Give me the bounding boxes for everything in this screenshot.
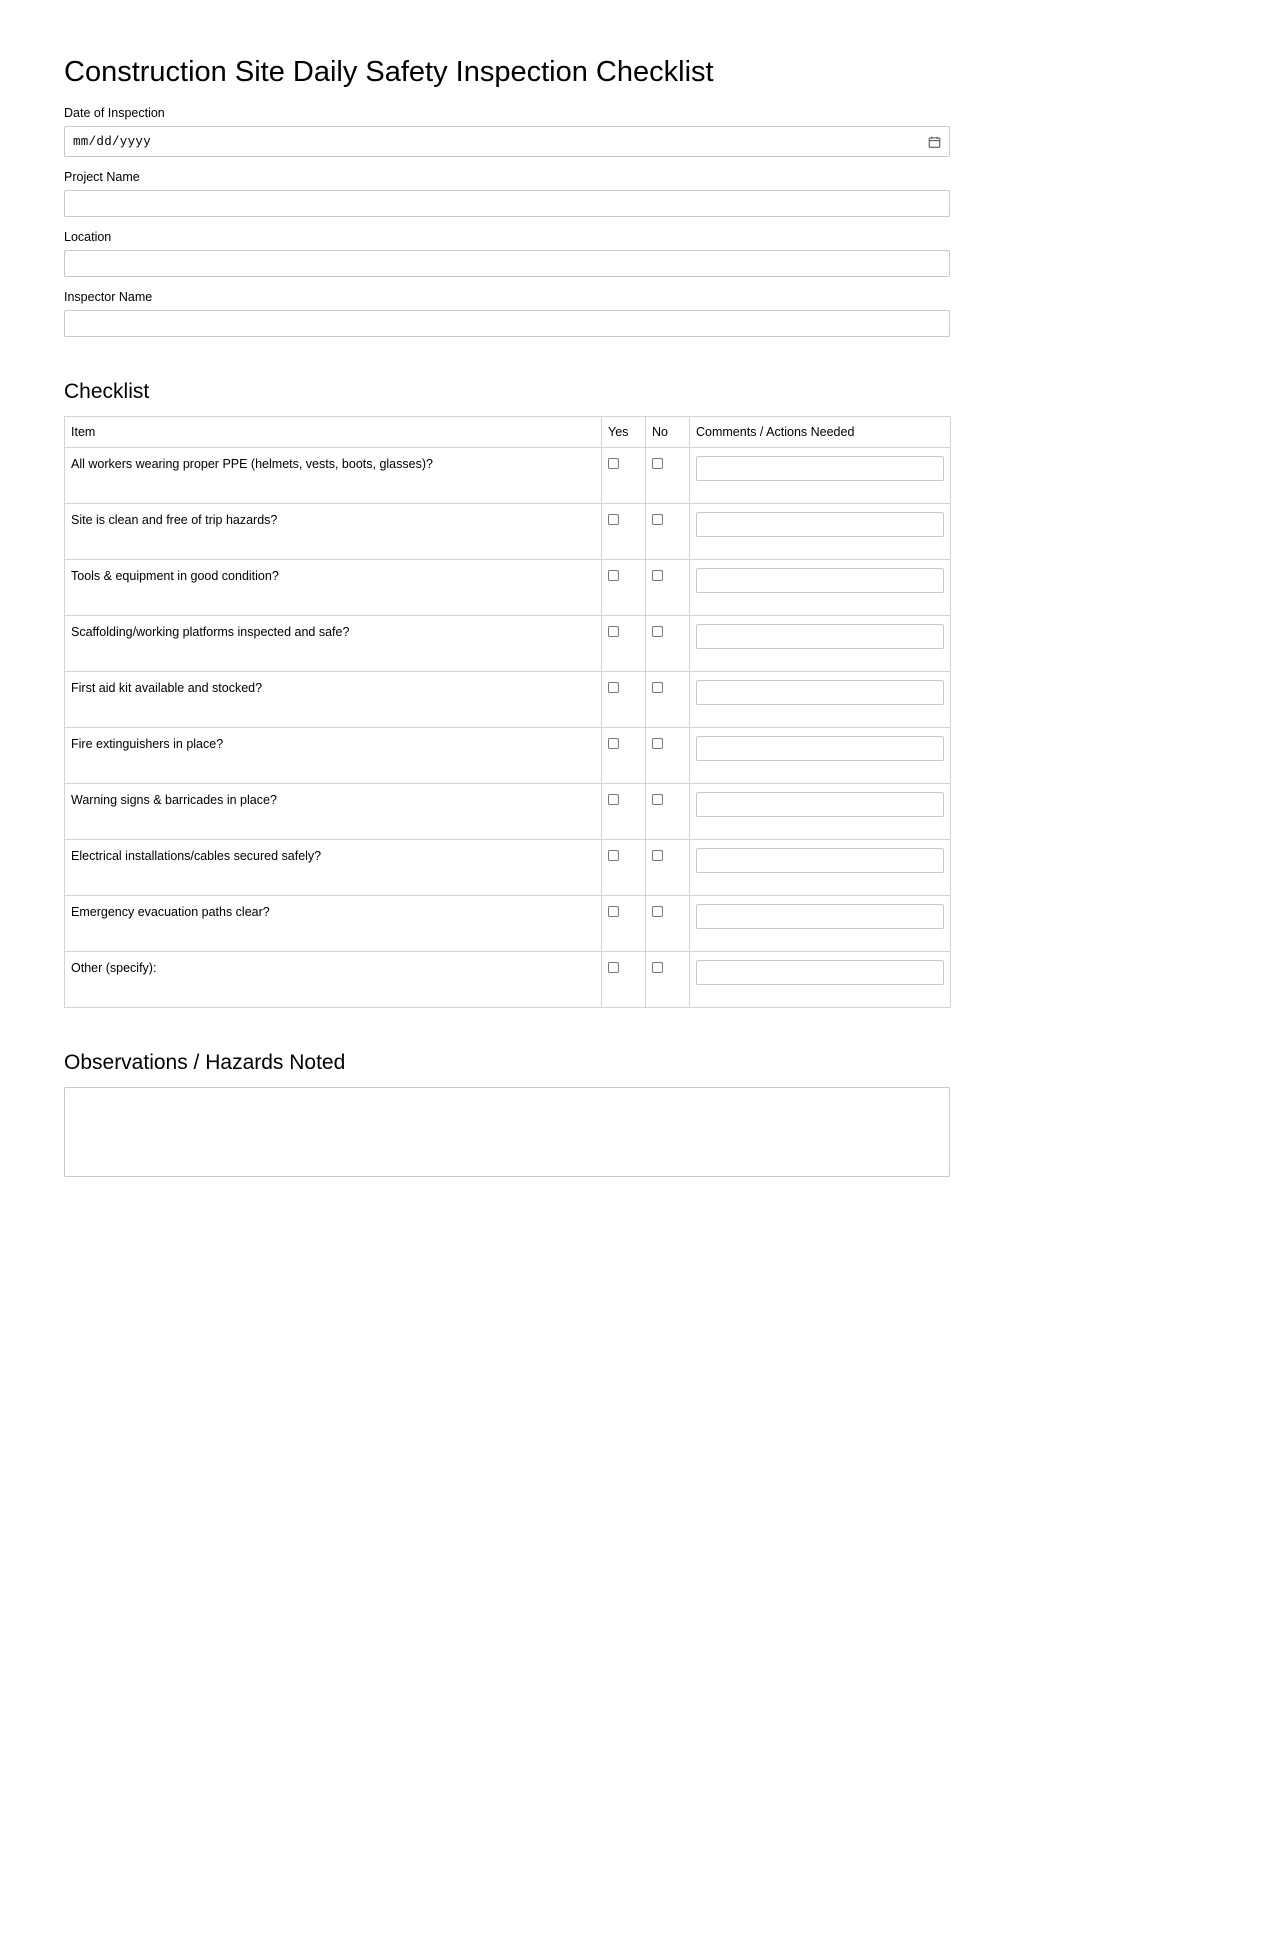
checkbox-no[interactable]: [652, 850, 663, 861]
comment-input[interactable]: [696, 792, 944, 817]
comment-input[interactable]: [696, 512, 944, 537]
checklist-yes-cell: [602, 448, 646, 504]
checkbox-no[interactable]: [652, 626, 663, 637]
checklist-item-cell: [65, 952, 602, 1008]
checklist-item-cell: [65, 448, 602, 504]
table-header-row: [65, 417, 951, 448]
checklist-item-label: Site is clean and free of trip hazards?: [71, 513, 278, 528]
checklist-no-cell: [646, 840, 690, 896]
date-placeholder-text: mm/dd/yyyy: [73, 134, 152, 149]
page-title: Construction Site Daily Safety Inspection Checklist: [64, 56, 714, 88]
checklist-comment-cell: [690, 616, 951, 672]
checkbox-yes[interactable]: [608, 458, 619, 469]
table-row: [65, 616, 951, 672]
comment-input[interactable]: [696, 736, 944, 761]
field-location: [64, 229, 950, 277]
checklist-yes-cell: [602, 952, 646, 1008]
inspector-name-label: Inspector Name: [64, 289, 153, 304]
checkbox-no[interactable]: [652, 906, 663, 917]
checkbox-yes[interactable]: [608, 570, 619, 581]
checklist-comment-cell: [690, 952, 951, 1008]
project-name-label: Project Name: [64, 170, 140, 185]
checklist-item-label: First aid kit available and stocked?: [71, 681, 263, 696]
checklist-item-label: Tools & equipment in good condition?: [71, 569, 279, 584]
location-label: Location: [64, 230, 112, 245]
column-header-yes: Yes: [602, 417, 646, 448]
checkbox-no[interactable]: [652, 682, 663, 693]
checklist-yes-cell: [602, 784, 646, 840]
field-project-name: [64, 169, 950, 217]
checklist-comment-cell: [690, 672, 951, 728]
checklist-no-cell: [646, 560, 690, 616]
checklist-table-body: [65, 448, 951, 1008]
checklist-item-cell: [65, 560, 602, 616]
checkbox-yes[interactable]: [608, 626, 619, 637]
checklist-no-cell: [646, 616, 690, 672]
checklist-item-cell: [65, 672, 602, 728]
checkbox-yes[interactable]: [608, 738, 619, 749]
table-row: [65, 784, 951, 840]
checklist-yes-cell: [602, 672, 646, 728]
checklist-table: [64, 416, 951, 1008]
checklist-item-label: Emergency evacuation paths clear?: [71, 905, 270, 920]
checklist-comment-cell: [690, 504, 951, 560]
observations-heading: Observations / Hazards Noted: [64, 1051, 346, 1075]
table-row: [65, 672, 951, 728]
checklist-yes-cell: [602, 616, 646, 672]
checklist-comment-cell: [690, 560, 951, 616]
checklist-yes-cell: [602, 728, 646, 784]
checklist-table-head: [65, 417, 951, 448]
form-container: [64, 56, 950, 1177]
checklist-no-cell: [646, 896, 690, 952]
checklist-yes-cell: [602, 896, 646, 952]
table-row: [65, 896, 951, 952]
comment-input[interactable]: [696, 904, 944, 929]
checkbox-no[interactable]: [652, 794, 663, 805]
comment-input[interactable]: [696, 960, 944, 985]
project-name-input[interactable]: [64, 190, 950, 217]
comment-input[interactable]: [696, 680, 944, 705]
checklist-comment-cell: [690, 784, 951, 840]
checkbox-no[interactable]: [652, 570, 663, 581]
column-header-no: No: [646, 417, 690, 448]
field-inspector-name: [64, 289, 950, 337]
table-row: [65, 560, 951, 616]
checklist-item-label: Other (specify):: [71, 961, 157, 976]
checklist-yes-cell: [602, 560, 646, 616]
checklist-no-cell: [646, 784, 690, 840]
checklist-no-cell: [646, 952, 690, 1008]
checkbox-no[interactable]: [652, 738, 663, 749]
comment-input[interactable]: [696, 848, 944, 873]
comment-input[interactable]: [696, 568, 944, 593]
table-row: [65, 840, 951, 896]
checklist-no-cell: [646, 672, 690, 728]
checklist-no-cell: [646, 448, 690, 504]
checklist-yes-cell: [602, 504, 646, 560]
checkbox-no[interactable]: [652, 514, 663, 525]
checklist-no-cell: [646, 504, 690, 560]
checkbox-no[interactable]: [652, 458, 663, 469]
checklist-item-label: Fire extinguishers in place?: [71, 737, 224, 752]
checkbox-yes[interactable]: [608, 514, 619, 525]
checklist-item-cell: [65, 784, 602, 840]
checkbox-yes[interactable]: [608, 962, 619, 973]
checkbox-yes[interactable]: [608, 794, 619, 805]
checklist-item-label: Scaffolding/working platforms inspected and safe?: [71, 625, 350, 640]
checklist-comment-cell: [690, 728, 951, 784]
field-date-of-inspection: [64, 105, 950, 157]
date-input-wrapper: [64, 126, 950, 157]
comment-input[interactable]: [696, 456, 944, 481]
table-row: [65, 728, 951, 784]
date-of-inspection-input[interactable]: [64, 126, 950, 157]
comment-input[interactable]: [696, 624, 944, 649]
column-header-item: Item: [65, 417, 602, 448]
checklist-yes-cell: [602, 840, 646, 896]
checklist-no-cell: [646, 728, 690, 784]
checklist-comment-cell: [690, 840, 951, 896]
checklist-heading: Checklist: [64, 379, 150, 403]
checklist-comment-cell: [690, 896, 951, 952]
checklist-item-cell: [65, 504, 602, 560]
inspector-name-input[interactable]: [64, 310, 950, 337]
date-of-inspection-label: Date of Inspection: [64, 106, 165, 121]
observations-textarea[interactable]: [64, 1087, 950, 1177]
location-input[interactable]: [64, 250, 950, 277]
checkbox-no[interactable]: [652, 962, 663, 973]
checklist-item-cell: [65, 616, 602, 672]
checkbox-yes[interactable]: [608, 906, 619, 917]
checklist-comment-cell: [690, 448, 951, 504]
checklist-item-label: Warning signs & barricades in place?: [71, 793, 277, 808]
table-row: [65, 952, 951, 1008]
checklist-item-cell: [65, 728, 602, 784]
table-row: [65, 504, 951, 560]
checklist-item-cell: [65, 896, 602, 952]
checkbox-yes[interactable]: [608, 682, 619, 693]
checkbox-yes[interactable]: [608, 850, 619, 861]
table-row: [65, 448, 951, 504]
checklist-item-label: All workers wearing proper PPE (helmets, vests, boots, glasses)?: [71, 457, 433, 472]
column-header-comments: Comments / Actions Needed: [690, 417, 951, 448]
checklist-item-label: Electrical installations/cables secured safely?: [71, 849, 322, 864]
checklist-item-cell: [65, 840, 602, 896]
